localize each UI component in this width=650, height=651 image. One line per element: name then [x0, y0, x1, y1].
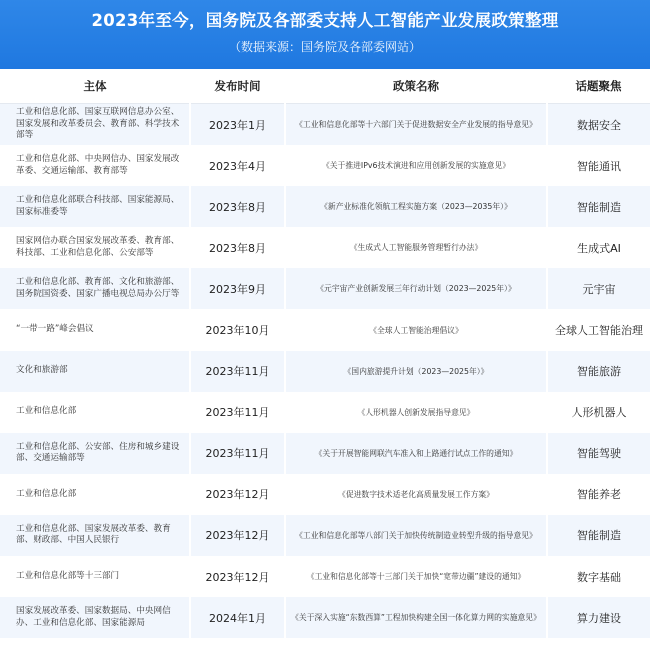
- cell-policy: 《国内旅游提升计划（2023—2025年）》: [285, 351, 547, 392]
- cell-topic: 生成式AI: [547, 227, 650, 268]
- column-header-date: 发布时间: [190, 69, 285, 104]
- column-header-topic: 话题聚焦: [547, 69, 650, 104]
- cell-date: 2023年12月: [190, 515, 285, 556]
- cell-topic: 智能驾驶: [547, 433, 650, 474]
- cell-policy: 《新产业标准化领航工程实施方案（2023—2035年）》: [285, 186, 547, 227]
- cell-topic: 元宇宙: [547, 268, 650, 309]
- cell-subject: 工业和信息化部: [0, 474, 190, 515]
- cell-policy: 《人形机器人创新发展指导意见》: [285, 392, 547, 433]
- table-header: [0, 69, 650, 104]
- page-subtitle: （数据来源：国务院及各部委网站）: [228, 40, 421, 54]
- table-row: [0, 433, 650, 474]
- header-row: [0, 69, 650, 104]
- cell-subject: 工业和信息化部、教育部、文化和旅游部、国务院国资委、国家广播电视总局办公厅等: [0, 268, 190, 309]
- cell-date: 2023年8月: [190, 186, 285, 227]
- cell-date: 2023年12月: [190, 556, 285, 597]
- column-header-policy: 政策名称: [285, 69, 547, 104]
- table-row: [0, 515, 650, 556]
- table-row: [0, 392, 650, 433]
- table-row: [0, 145, 650, 186]
- cell-date: 2023年9月: [190, 268, 285, 309]
- cell-topic: 智能制造: [547, 186, 650, 227]
- cell-policy: 《工业和信息化部等八部门关于加快传统制造业转型升级的指导意见》: [285, 515, 547, 556]
- cell-subject: 工业和信息化部联合科技部、国家能源局、国家标准委等: [0, 186, 190, 227]
- cell-subject: 工业和信息化部: [0, 392, 190, 433]
- cell-date: 2023年11月: [190, 351, 285, 392]
- cell-topic: 数字基础: [547, 556, 650, 597]
- cell-topic: 智能通讯: [547, 145, 650, 186]
- table-row: [0, 104, 650, 146]
- cell-topic: 数据安全: [547, 104, 650, 146]
- table-row: [0, 227, 650, 268]
- table-row: [0, 186, 650, 227]
- cell-policy: 《生成式人工智能服务管理暂行办法》: [285, 227, 547, 268]
- cell-topic: 算力建设: [547, 597, 650, 638]
- cell-topic: 智能养老: [547, 474, 650, 515]
- table-row: [0, 309, 650, 350]
- cell-topic: 人形机器人: [547, 392, 650, 433]
- column-header-subject: 主体: [0, 69, 190, 104]
- cell-date: 2024年1月: [190, 597, 285, 638]
- header-banner: [0, 0, 650, 69]
- cell-topic: 全球人工智能治理: [547, 309, 650, 350]
- table-row: [0, 474, 650, 515]
- policy-table: [0, 69, 650, 638]
- cell-policy: 《工业和信息化部等十六部门关于促进数据安全产业发展的指导意见》: [285, 104, 547, 146]
- cell-policy: 《全球人工智能治理倡议》: [285, 309, 547, 350]
- cell-date: 2023年11月: [190, 392, 285, 433]
- cell-date: 2023年11月: [190, 433, 285, 474]
- table-row: [0, 556, 650, 597]
- cell-policy: 《元宇宙产业创新发展三年行动计划（2023—2025年）》: [285, 268, 547, 309]
- cell-subject: 工业和信息化部、国家互联网信息办公室、国家发展和改革委员会、教育部、科学技术部等: [0, 104, 190, 146]
- cell-subject: 工业和信息化部、国家发展改革委、教育部、财政部、中国人民银行: [0, 515, 190, 556]
- cell-subject: 工业和信息化部、公安部、住房和城乡建设部、交通运输部等: [0, 433, 190, 474]
- cell-subject: 工业和信息化部等十三部门: [0, 556, 190, 597]
- cell-topic: 智能制造: [547, 515, 650, 556]
- cell-date: 2023年1月: [190, 104, 285, 146]
- page-title: 2023年至今，国务院及各部委支持人工智能产业发展政策整理: [91, 11, 559, 30]
- cell-subject: 工业和信息化部、中央网信办、国家发展改革委、交通运输部、教育部等: [0, 145, 190, 186]
- cell-policy: 《工业和信息化部等十三部门关于加快“宽带边疆”建设的通知》: [285, 556, 547, 597]
- cell-date: 2023年12月: [190, 474, 285, 515]
- cell-date: 2023年4月: [190, 145, 285, 186]
- table-row: [0, 597, 650, 638]
- cell-policy: 《关于深入实施“东数西算”工程加快构建全国一体化算力网的实施意见》: [285, 597, 547, 638]
- cell-date: 2023年8月: [190, 227, 285, 268]
- cell-policy: 《关于推进IPv6技术演进和应用创新发展的实施意见》: [285, 145, 547, 186]
- cell-subject: 国家发展改革委、国家数据局、中央网信办、工业和信息化部、国家能源局: [0, 597, 190, 638]
- cell-topic: 智能旅游: [547, 351, 650, 392]
- cell-subject: 国家网信办联合国家发展改革委、教育部、科技部、工业和信息化部、公安部等: [0, 227, 190, 268]
- table-body: [0, 104, 650, 639]
- cell-date: 2023年10月: [190, 309, 285, 350]
- table-row: [0, 268, 650, 309]
- cell-subject: “一带一路”峰会倡议: [0, 309, 190, 350]
- cell-policy: 《促进数字技术适老化高质量发展工作方案》: [285, 474, 547, 515]
- cell-policy: 《关于开展智能网联汽车准入和上路通行试点工作的通知》: [285, 433, 547, 474]
- table-row: [0, 351, 650, 392]
- cell-subject: 文化和旅游部: [0, 351, 190, 392]
